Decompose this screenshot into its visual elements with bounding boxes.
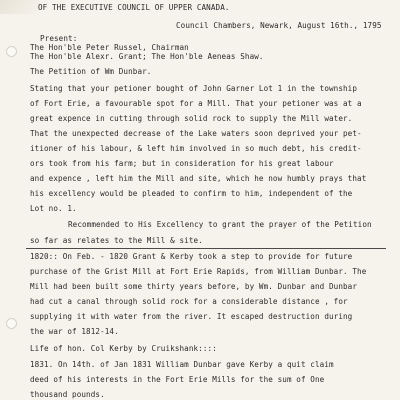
punch-hole <box>6 318 17 329</box>
recommend-line: Recommended to His Excellency to grant the prayer of the Petition <box>68 220 372 229</box>
section-1820-line: supplying it with water from the river. It escaped destruction during <box>30 312 353 321</box>
body-line: Lot no. 1. <box>30 204 77 213</box>
body-line: That the unexpected decrease of the Lake waters soon deprived your pet- <box>30 129 362 138</box>
section-1820-line: had cut a canal through solid rock for a considerable distance , for <box>30 297 348 306</box>
header-title: OF THE EXECUTIVE COUNCIL OF UPPER CANADA. <box>38 3 230 12</box>
section-divider <box>26 248 386 249</box>
body-line: itioner of his labour, & left him involved in so much debt, his credit- <box>30 144 362 153</box>
present-label: Present: <box>40 34 78 43</box>
body-line: his excellency would be pleaded to confirm to him, independent of the <box>30 189 353 198</box>
header-date-line: Council Chambers, Newark, August 16th., 1795 <box>176 21 382 30</box>
punch-hole <box>6 46 17 57</box>
section-1820-line: the war of 1812-14. <box>30 327 119 336</box>
section-1820-line: 1820:: On Feb. - 1820 Grant & Kerby took a step to provide for future <box>30 252 353 261</box>
body-line: Stating that your petioner bought of John Garner Lot 1 in the township <box>30 84 358 93</box>
section-1831-line: 1831. On 14th. of Jan 1831 William Dunbar gave Kerby a quit claim <box>30 360 334 369</box>
body-line: ors took from his farm; but in consideration for his great labour <box>30 159 334 168</box>
torn-corner <box>0 0 40 14</box>
present-line-1: The Hon'ble Peter Russel, Chairman <box>30 43 189 52</box>
body-line: of Fort Erie, a favourable spot for a Mill. That your petioner was at a <box>30 99 362 108</box>
section-1820-line: purchase of the Grist Mill at Fort Erie Rapids, from William Dunbar. The <box>30 267 367 276</box>
recommend-line: so far as relates to the Mill & site. <box>30 236 203 245</box>
section-1820-line: Mill had been built some thirty years before, by Wm. Dunbar and Dunbar <box>30 282 358 291</box>
section-1831-line: deed of his interests in the Fort Erie Mills for the sum of One <box>30 375 325 384</box>
present-line-2: The Hon'ble Alexr. Grant; The Hon'ble Aeneas Shaw. <box>30 52 264 61</box>
body-line: great expence in cutting through solid rock to supply the Mill water. <box>30 114 353 123</box>
citation-line: Life of hon. Col Kerby by Cruikshank:::: <box>30 344 217 353</box>
section-1831-line: thousand pounds. <box>30 390 105 399</box>
body-line: and expence , left him the Mill and site, which he now humbly prays that <box>30 174 367 183</box>
petition-title: The Petition of Wm Dunbar. <box>30 67 152 76</box>
